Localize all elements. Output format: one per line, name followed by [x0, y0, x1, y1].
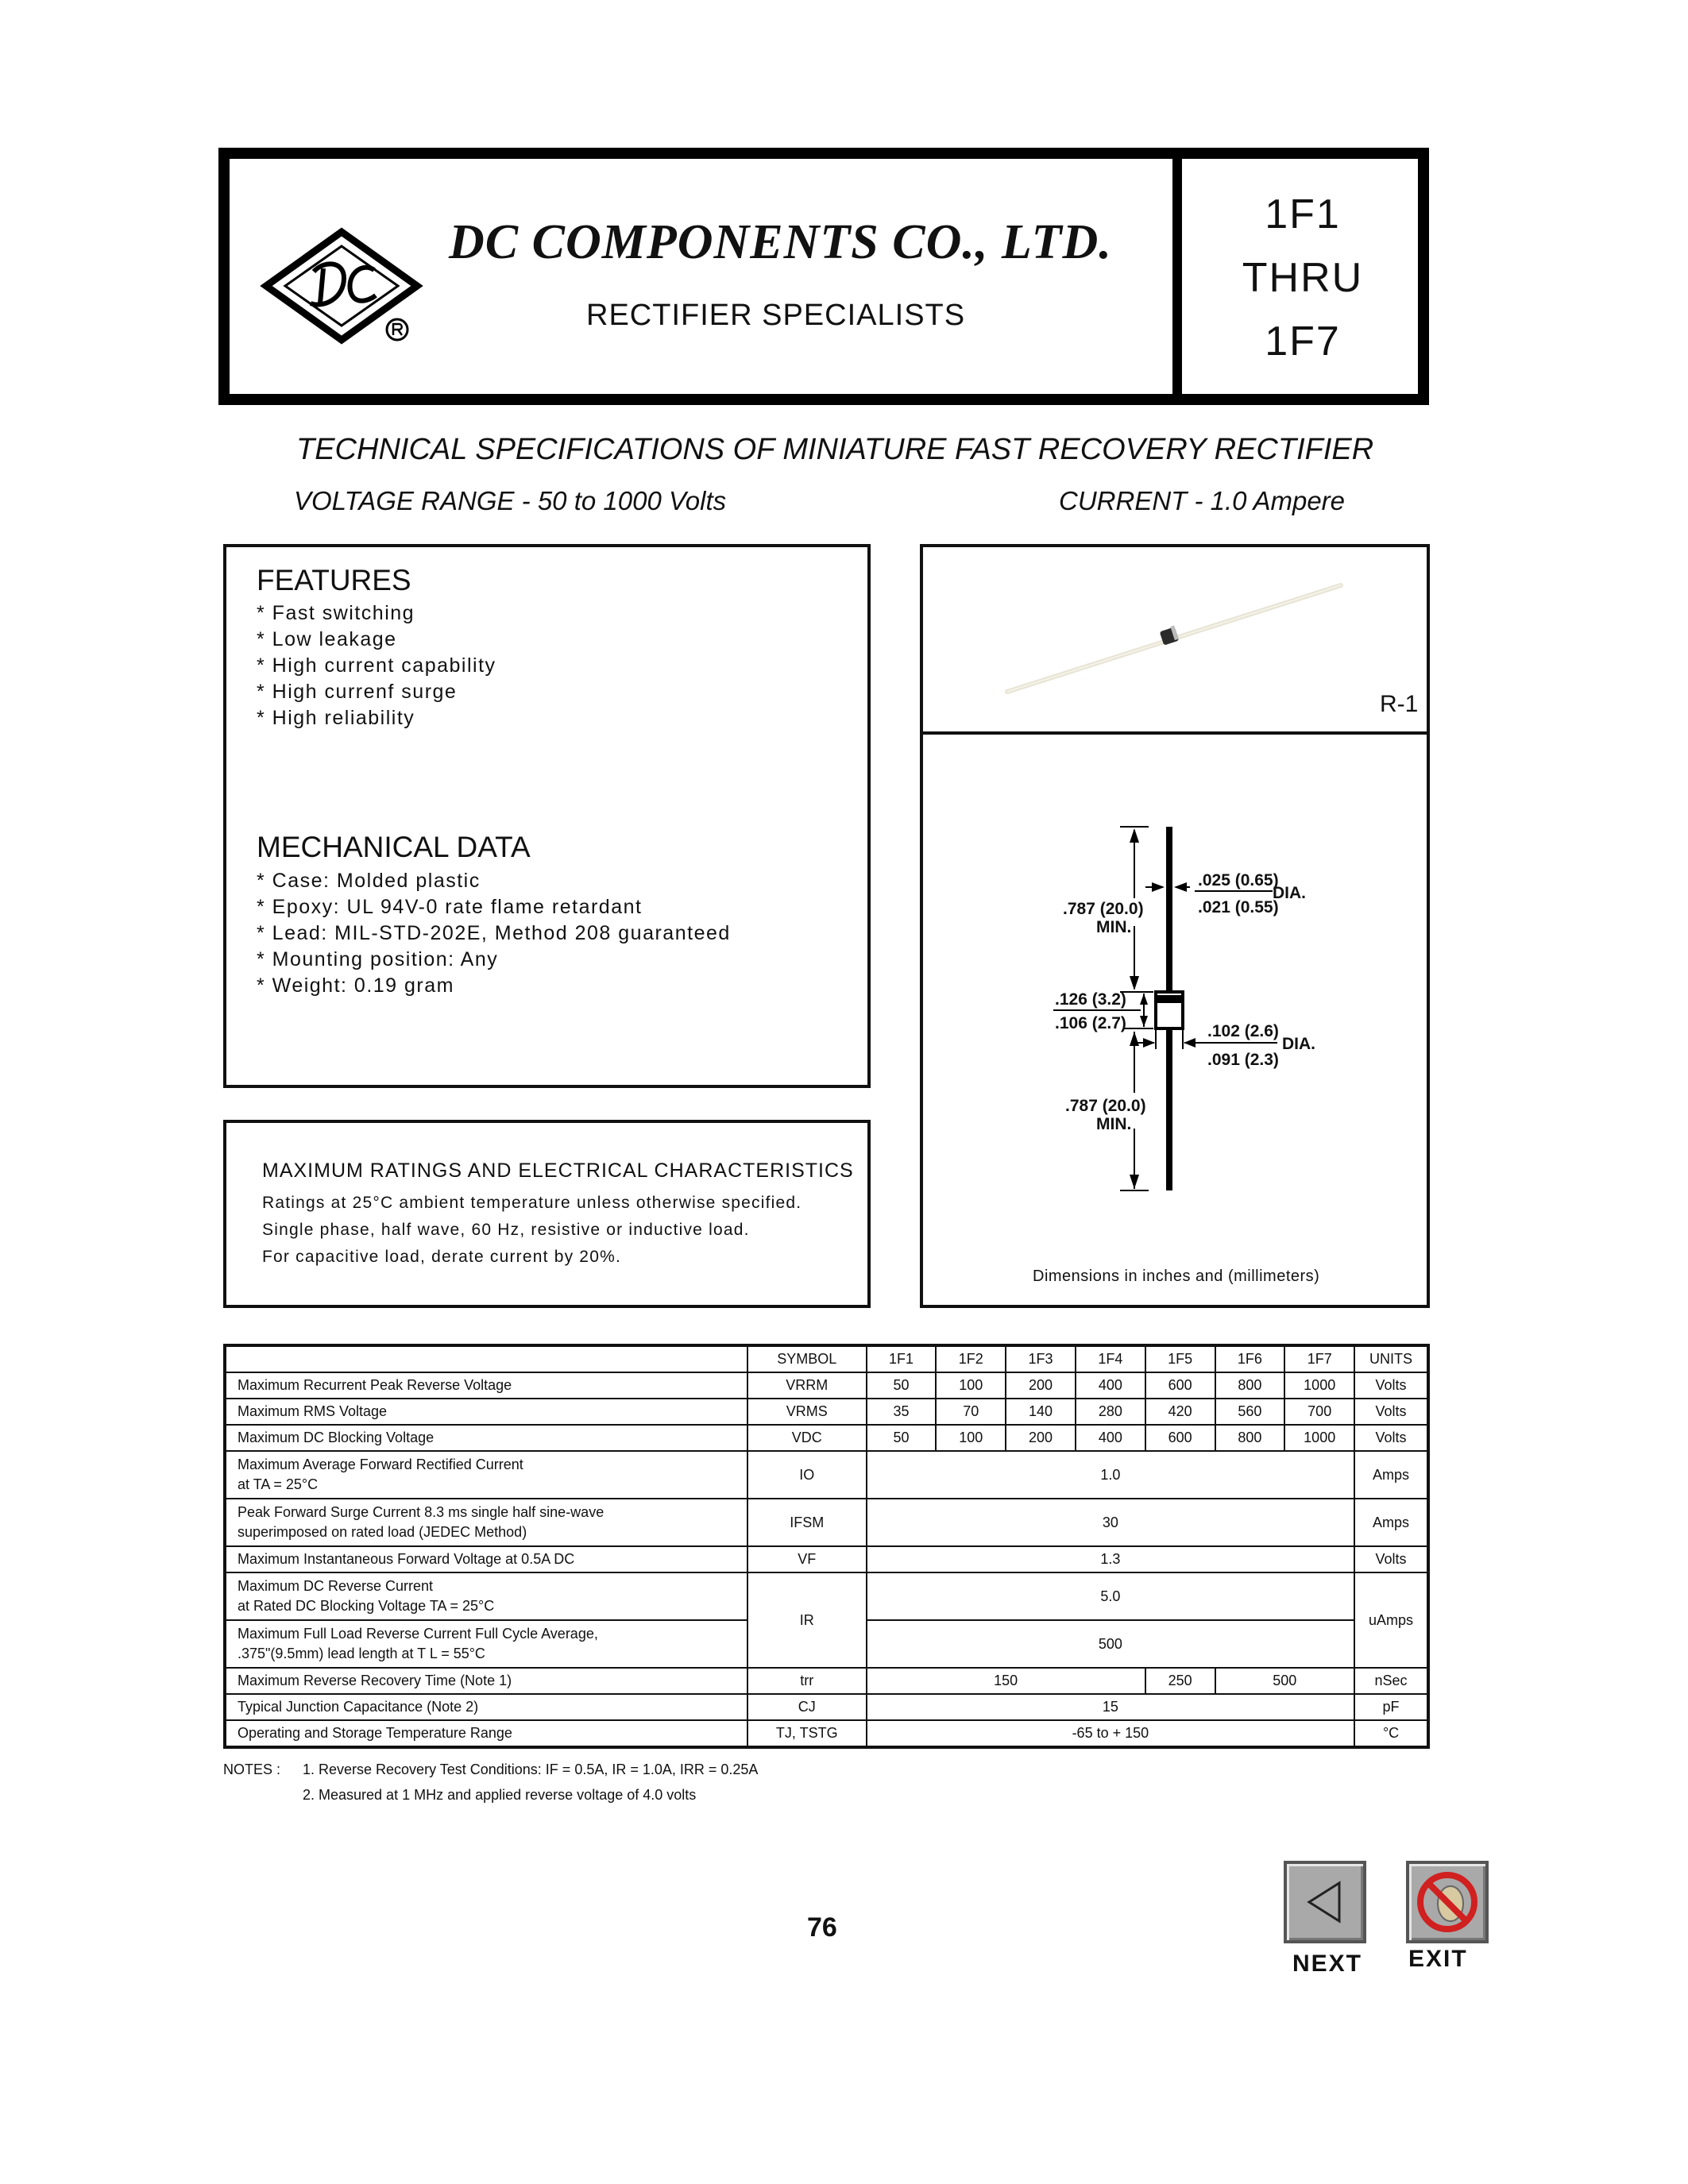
- company-subtitle: RECTIFIER SPECIALISTS: [586, 299, 966, 332]
- exit-label[interactable]: EXIT: [1408, 1946, 1468, 1972]
- header-part: 1F2: [936, 1345, 1006, 1372]
- param-cell: Typical Junction Capacitance (Note 2): [225, 1694, 747, 1720]
- value-cell: 50: [867, 1425, 937, 1451]
- value-cell: 280: [1076, 1399, 1145, 1425]
- param-line: Maximum Average Forward Rectified Current: [238, 1457, 523, 1472]
- value-cell: 1000: [1284, 1425, 1354, 1451]
- list-item: * High currenf surge: [257, 681, 458, 703]
- symbol-cell: VRMS: [747, 1399, 867, 1425]
- part-first: 1F1: [1265, 191, 1341, 237]
- param-cell: [225, 1572, 747, 1620]
- table-row: [225, 1546, 1428, 1572]
- value-cell: 500: [1215, 1668, 1355, 1694]
- param-cell: Maximum RMS Voltage: [225, 1399, 747, 1425]
- dim-lead-top-min: MIN.: [1096, 918, 1132, 936]
- spec-table: [223, 1344, 1430, 1749]
- param-line: .375"(9.5mm) lead length at T L = 55°C: [238, 1646, 485, 1661]
- header-part: 1F6: [1215, 1345, 1285, 1372]
- value-cell: 100: [936, 1372, 1006, 1399]
- note-item: 1. Reverse Recovery Test Conditions: IF = 0.5A, IR = 1.0A, IRR = 0.25A: [303, 1761, 759, 1777]
- value-cell: 140: [1006, 1399, 1076, 1425]
- list-item: * Case: Molded plastic: [257, 870, 481, 892]
- list-item: Single phase, half wave, 60 Hz, resistive or inductive load.: [262, 1221, 750, 1239]
- dimension-drawing: [920, 731, 1430, 1308]
- header-part: 1F4: [1076, 1345, 1145, 1372]
- list-item: * Lead: MIL-STD-202E, Method 208 guaranteed: [257, 922, 731, 944]
- symbol-cell: VDC: [747, 1425, 867, 1451]
- list-item: * Fast switching: [257, 602, 415, 624]
- symbol-cell: IO: [747, 1451, 867, 1499]
- unit-cell: Volts: [1354, 1425, 1428, 1451]
- symbol-cell: CJ: [747, 1694, 867, 1720]
- unit-cell: °C: [1354, 1720, 1428, 1747]
- unit-cell: Volts: [1354, 1372, 1428, 1399]
- unit-cell: Volts: [1354, 1546, 1428, 1572]
- symbol-cell: TJ, TSTG: [747, 1720, 867, 1747]
- main-title: TECHNICAL SPECIFICATIONS OF MINIATURE FAST RECOVERY RECTIFIER: [296, 433, 1374, 466]
- unit-cell: pF: [1354, 1694, 1428, 1720]
- param-line: Peak Forward Surge Current 8.3 ms single half sine-wave: [238, 1504, 605, 1520]
- value-cell: 700: [1284, 1399, 1354, 1425]
- value-cell: 600: [1145, 1372, 1215, 1399]
- next-button[interactable]: [1284, 1861, 1366, 1943]
- value-cell: 600: [1145, 1425, 1215, 1451]
- symbol-cell: IR: [747, 1572, 867, 1668]
- next-label[interactable]: NEXT: [1292, 1951, 1363, 1977]
- value-cell: 400: [1076, 1372, 1145, 1399]
- notes-label: NOTES :: [223, 1761, 281, 1777]
- mechanical-heading: MECHANICAL DATA: [257, 831, 531, 863]
- value-cell: 50: [867, 1372, 937, 1399]
- value-cell: 150: [867, 1668, 1145, 1694]
- param-cell: [225, 1620, 747, 1668]
- value-cell: 250: [1145, 1668, 1215, 1694]
- table-row: [225, 1694, 1428, 1720]
- ratings-notes: [262, 1190, 802, 1271]
- value-cell: 30: [867, 1499, 1355, 1546]
- table-row: [225, 1720, 1428, 1747]
- param-cell: Maximum Instantaneous Forward Voltage at 0.5A DC: [225, 1546, 747, 1572]
- value-cell: 420: [1145, 1399, 1215, 1425]
- table-row: [225, 1399, 1428, 1425]
- symbol-cell: VRRM: [747, 1372, 867, 1399]
- part-last: 1F7: [1265, 318, 1341, 365]
- current-rating: CURRENT - 1.0 Ampere: [1059, 486, 1346, 515]
- param-line: Maximum Full Load Reverse Current Full Cycle Average,: [238, 1626, 598, 1642]
- list-item: For capacitive load, derate current by 20%.: [262, 1248, 621, 1266]
- param-line: at Rated DC Blocking Voltage TA = 25°C: [238, 1598, 495, 1614]
- table-row: [225, 1572, 1428, 1620]
- list-item: * Epoxy: UL 94V-0 rate flame retardant: [257, 896, 643, 918]
- param-cell: [225, 1499, 747, 1546]
- mechanical-list: [257, 868, 731, 999]
- list-item: * Mounting position: Any: [257, 948, 499, 970]
- table-row: [225, 1372, 1428, 1399]
- value-cell: -65 to + 150: [867, 1720, 1355, 1747]
- header-part: 1F7: [1284, 1345, 1354, 1372]
- param-line: at TA = 25°C: [238, 1476, 319, 1492]
- no-entry-icon: [1409, 1864, 1485, 1940]
- part-thru: THRU: [1242, 255, 1364, 301]
- dim-lead-dia-label: DIA.: [1273, 884, 1306, 902]
- value-cell: 200: [1006, 1425, 1076, 1451]
- company-name: DC COMPONENTS CO., LTD.: [449, 215, 1112, 269]
- features-list: [257, 600, 496, 731]
- list-item: * High reliability: [257, 707, 415, 729]
- note-item: 2. Measured at 1 MHz and applied reverse voltage of 4.0 volts: [303, 1787, 697, 1803]
- value-cell: 15: [867, 1694, 1355, 1720]
- value-cell: 5.0: [867, 1572, 1355, 1620]
- dim-lead-top: .787 (20.0): [1063, 900, 1144, 918]
- value-cell: 200: [1006, 1372, 1076, 1399]
- param-line: superimposed on rated load (JEDEC Method): [238, 1524, 527, 1540]
- value-cell: 1.3: [867, 1546, 1355, 1572]
- table-cell: [225, 1345, 747, 1372]
- param-line: Maximum DC Reverse Current: [238, 1578, 434, 1594]
- list-item: * High current capability: [257, 654, 496, 677]
- dim-body-dia-max: .102 (2.6): [1207, 1022, 1279, 1040]
- symbol-cell: trr: [747, 1668, 867, 1694]
- param-cell: Operating and Storage Temperature Range: [225, 1720, 747, 1747]
- features-heading: FEATURES: [257, 564, 411, 596]
- value-cell: 70: [936, 1399, 1006, 1425]
- table-row: [225, 1451, 1428, 1499]
- value-cell: 400: [1076, 1425, 1145, 1451]
- dim-body-len-max: .126 (3.2): [1055, 990, 1126, 1009]
- list-item: * Weight: 0.19 gram: [257, 974, 454, 997]
- param-cell: [225, 1451, 747, 1499]
- table-header-row: [225, 1345, 1428, 1372]
- value-cell: 35: [867, 1399, 937, 1425]
- value-cell: 800: [1215, 1372, 1285, 1399]
- unit-cell: Amps: [1354, 1499, 1428, 1546]
- dim-body-dia-label: DIA.: [1282, 1035, 1315, 1053]
- dimensions-caption: Dimensions in inches and (millimeters): [1033, 1268, 1320, 1285]
- company-logo: [258, 222, 441, 349]
- value-cell: 1.0: [867, 1451, 1355, 1499]
- unit-cell: Amps: [1354, 1451, 1428, 1499]
- param-cell: Maximum DC Blocking Voltage: [225, 1425, 747, 1451]
- value-cell: 1000: [1284, 1372, 1354, 1399]
- page-number: 76: [807, 1912, 837, 1943]
- dim-lead-dia-min: .021 (0.55): [1198, 898, 1279, 916]
- header-part: 1F5: [1145, 1345, 1215, 1372]
- param-cell: Maximum Reverse Recovery Time (Note 1): [225, 1668, 747, 1694]
- table-row: [225, 1425, 1428, 1451]
- voltage-range: VOLTAGE RANGE - 50 to 1000 Volts: [294, 486, 727, 515]
- dim-body-len-min: .106 (2.7): [1055, 1014, 1126, 1032]
- dim-lead-bottom: .787 (20.0): [1065, 1097, 1146, 1115]
- dim-lead-bottom-min: MIN.: [1096, 1115, 1132, 1133]
- unit-cell: nSec: [1354, 1668, 1428, 1694]
- symbol-cell: IFSM: [747, 1499, 867, 1546]
- dim-body-dia-min: .091 (2.3): [1207, 1051, 1279, 1069]
- value-cell: 500: [867, 1620, 1355, 1668]
- exit-button[interactable]: [1406, 1861, 1489, 1943]
- header-part: 1F3: [1006, 1345, 1076, 1372]
- list-item: * Low leakage: [257, 628, 397, 650]
- header-units: UNITS: [1354, 1345, 1428, 1372]
- symbol-cell: VF: [747, 1546, 867, 1572]
- value-cell: 100: [936, 1425, 1006, 1451]
- unit-cell: Volts: [1354, 1399, 1428, 1425]
- list-item: Ratings at 25°C ambient temperature unless otherwise specified.: [262, 1194, 802, 1212]
- table-row: [225, 1668, 1428, 1694]
- diode-photo: [920, 544, 1430, 735]
- unit-cell: uAmps: [1354, 1572, 1428, 1668]
- package-label: R-1: [1380, 691, 1419, 717]
- header-part: 1F1: [867, 1345, 937, 1372]
- ratings-heading: MAXIMUM RATINGS AND ELECTRICAL CHARACTERISTICS: [262, 1160, 854, 1182]
- triangle-left-icon: [1287, 1864, 1363, 1940]
- header-symbol: SYMBOL: [747, 1345, 867, 1372]
- table-row: [225, 1499, 1428, 1546]
- dim-lead-dia-max: .025 (0.65): [1198, 871, 1279, 889]
- value-cell: 560: [1215, 1399, 1285, 1425]
- value-cell: 800: [1215, 1425, 1285, 1451]
- param-cell: Maximum Recurrent Peak Reverse Voltage: [225, 1372, 747, 1399]
- header-divider: [1172, 148, 1182, 405]
